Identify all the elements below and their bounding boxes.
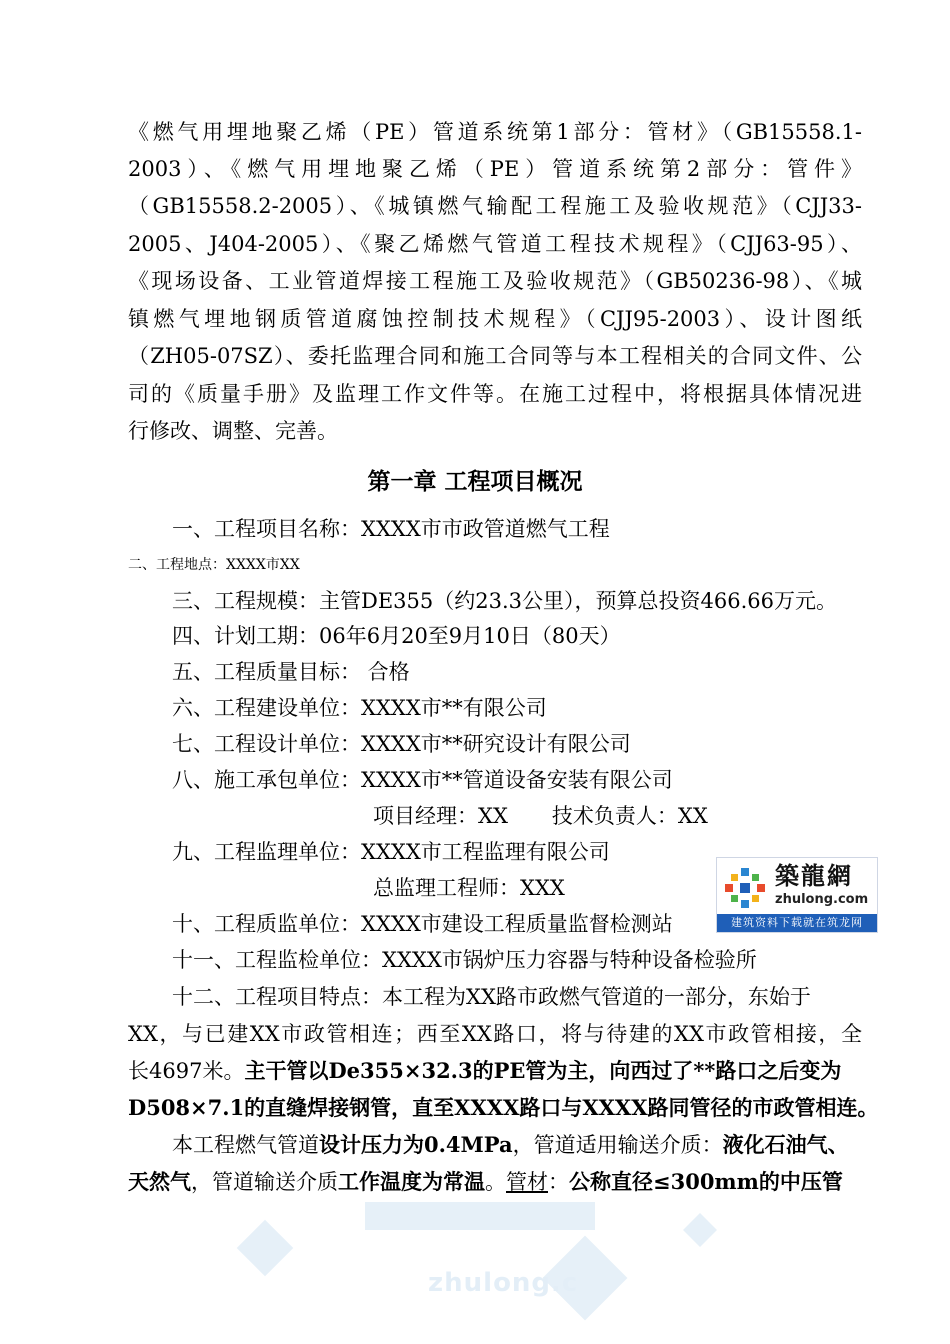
snowflake-icon bbox=[721, 864, 769, 912]
contractor-tech: 技术负责人：XX bbox=[551, 804, 708, 828]
item-location: 二、工程地点：XXXX市XX bbox=[128, 557, 300, 573]
item-project-name: 一、工程项目名称：XXXX市市政管道燃气工程 bbox=[172, 517, 610, 541]
intro-line: 《燃气用埋地聚乙烯（PE）管道系统第1部分：管材》（GB15558.1- bbox=[128, 120, 862, 144]
text-span: 。 bbox=[485, 1170, 506, 1194]
text-span: 本工程燃气管道 bbox=[172, 1133, 319, 1157]
item-quality-station: 十、工程质监单位：XXXX市建设工程质量监督检测站 bbox=[172, 912, 673, 936]
intro-line: 2005、J404-2005）、《聚乙烯燃气管道工程技术规程》（CJJ63-95）、 bbox=[128, 232, 862, 256]
intro-line: （ZH05-07SZ）、委托监理合同和施工合同等与本工程相关的合同文件、公 bbox=[128, 344, 862, 368]
text-span: ，管道输送介质 bbox=[191, 1170, 338, 1194]
chief-supervisor: 总监理工程师：XXX bbox=[373, 876, 565, 900]
item-owner: 六、工程建设单位：XXXX市**有限公司 bbox=[172, 696, 547, 720]
item-designer: 七、工程设计单位：XXXX市**研究设计有限公司 bbox=[172, 732, 631, 756]
intro-line: 2003）、《燃气用埋地聚乙烯（PE）管道系统第2部分：管件》 bbox=[128, 157, 862, 181]
features-line bbox=[128, 1058, 862, 1084]
contractor-pm: 项目经理：XX bbox=[373, 804, 508, 828]
features-bold-text: 主干管以De355×32.3的PE管为主，向西过了**路口之后变为 bbox=[244, 1058, 842, 1083]
features-line: 十二、工程项目特点：本工程为XX路市政燃气管道的一部分，东始于 bbox=[172, 985, 811, 1009]
logo-name: 築龍網 bbox=[775, 861, 853, 890]
pipe-spec: 公称直径≤300mm的中压管 bbox=[569, 1169, 843, 1194]
medium: 液化石油气、 bbox=[722, 1132, 849, 1157]
item-contractor: 八、施工承包单位：XXXX市**管道设备安装有限公司 bbox=[172, 768, 673, 792]
text-span: ： bbox=[548, 1170, 569, 1194]
item-supervisor: 九、工程监理单位：XXXX市工程监理有限公司 bbox=[172, 840, 610, 864]
intro-line: 司的《质量手册》及监理工作文件等。在施工过程中，将根据具体情况进 bbox=[128, 382, 862, 406]
medium-gas: 天然气 bbox=[128, 1169, 191, 1194]
intro-line: 行修改、调整、完善。 bbox=[128, 419, 338, 443]
logo-slogan: 建筑资料下载就在筑龙网 bbox=[717, 914, 877, 932]
working-temperature: 工作温度为常温 bbox=[338, 1169, 485, 1194]
features-line: XX，与已建XX市政管相连；西至XX路口，将与待建的XX市政管相接，全 bbox=[128, 1022, 862, 1046]
item-inspection: 十一、工程监检单位：XXXX市锅炉压力容器与特种设备检验所 bbox=[172, 948, 757, 972]
intro-line: 镇燃气埋地钢质管道腐蚀控制技术规程》（CJJ95-2003）、设计图纸 bbox=[128, 307, 862, 331]
text-span: ，管道适用输送介质： bbox=[512, 1133, 723, 1157]
chapter-title: 第一章 工程项目概况 bbox=[367, 468, 583, 495]
pressure-line bbox=[172, 1132, 872, 1158]
item-quality-goal: 五、工程质量目标： 合格 bbox=[172, 660, 410, 684]
pipe-material-label: 管材 bbox=[506, 1170, 548, 1194]
intro-line: （GB15558.2-2005）、《城镇燃气输配工程施工及验收规范》（CJJ33- bbox=[128, 194, 862, 218]
item-schedule: 四、计划工期：06年6月20至9月10日（80天） bbox=[172, 624, 621, 648]
features-text: 长4697米。 bbox=[128, 1059, 245, 1083]
contractor-staff bbox=[373, 803, 708, 829]
temperature-line bbox=[128, 1169, 862, 1195]
item-scale: 三、工程规模：主管DE355（约23.3公里），预算总投资466.66万元。 bbox=[172, 589, 837, 613]
intro-line: 《现场设备、工业管道焊接工程施工及验收规范》（GB50236-98）、《城 bbox=[128, 269, 862, 293]
features-line: D508×7.1的直缝焊接钢管，直至XXXX路口与XXXX路同管径的市政管相连。 bbox=[128, 1095, 879, 1120]
logo-domain: zhulong.com bbox=[775, 892, 869, 907]
zhulong-logo bbox=[716, 857, 878, 933]
watermark-text: zhulong.c bbox=[428, 1268, 579, 1298]
design-pressure: 设计压力为0.4MPa bbox=[319, 1132, 513, 1157]
